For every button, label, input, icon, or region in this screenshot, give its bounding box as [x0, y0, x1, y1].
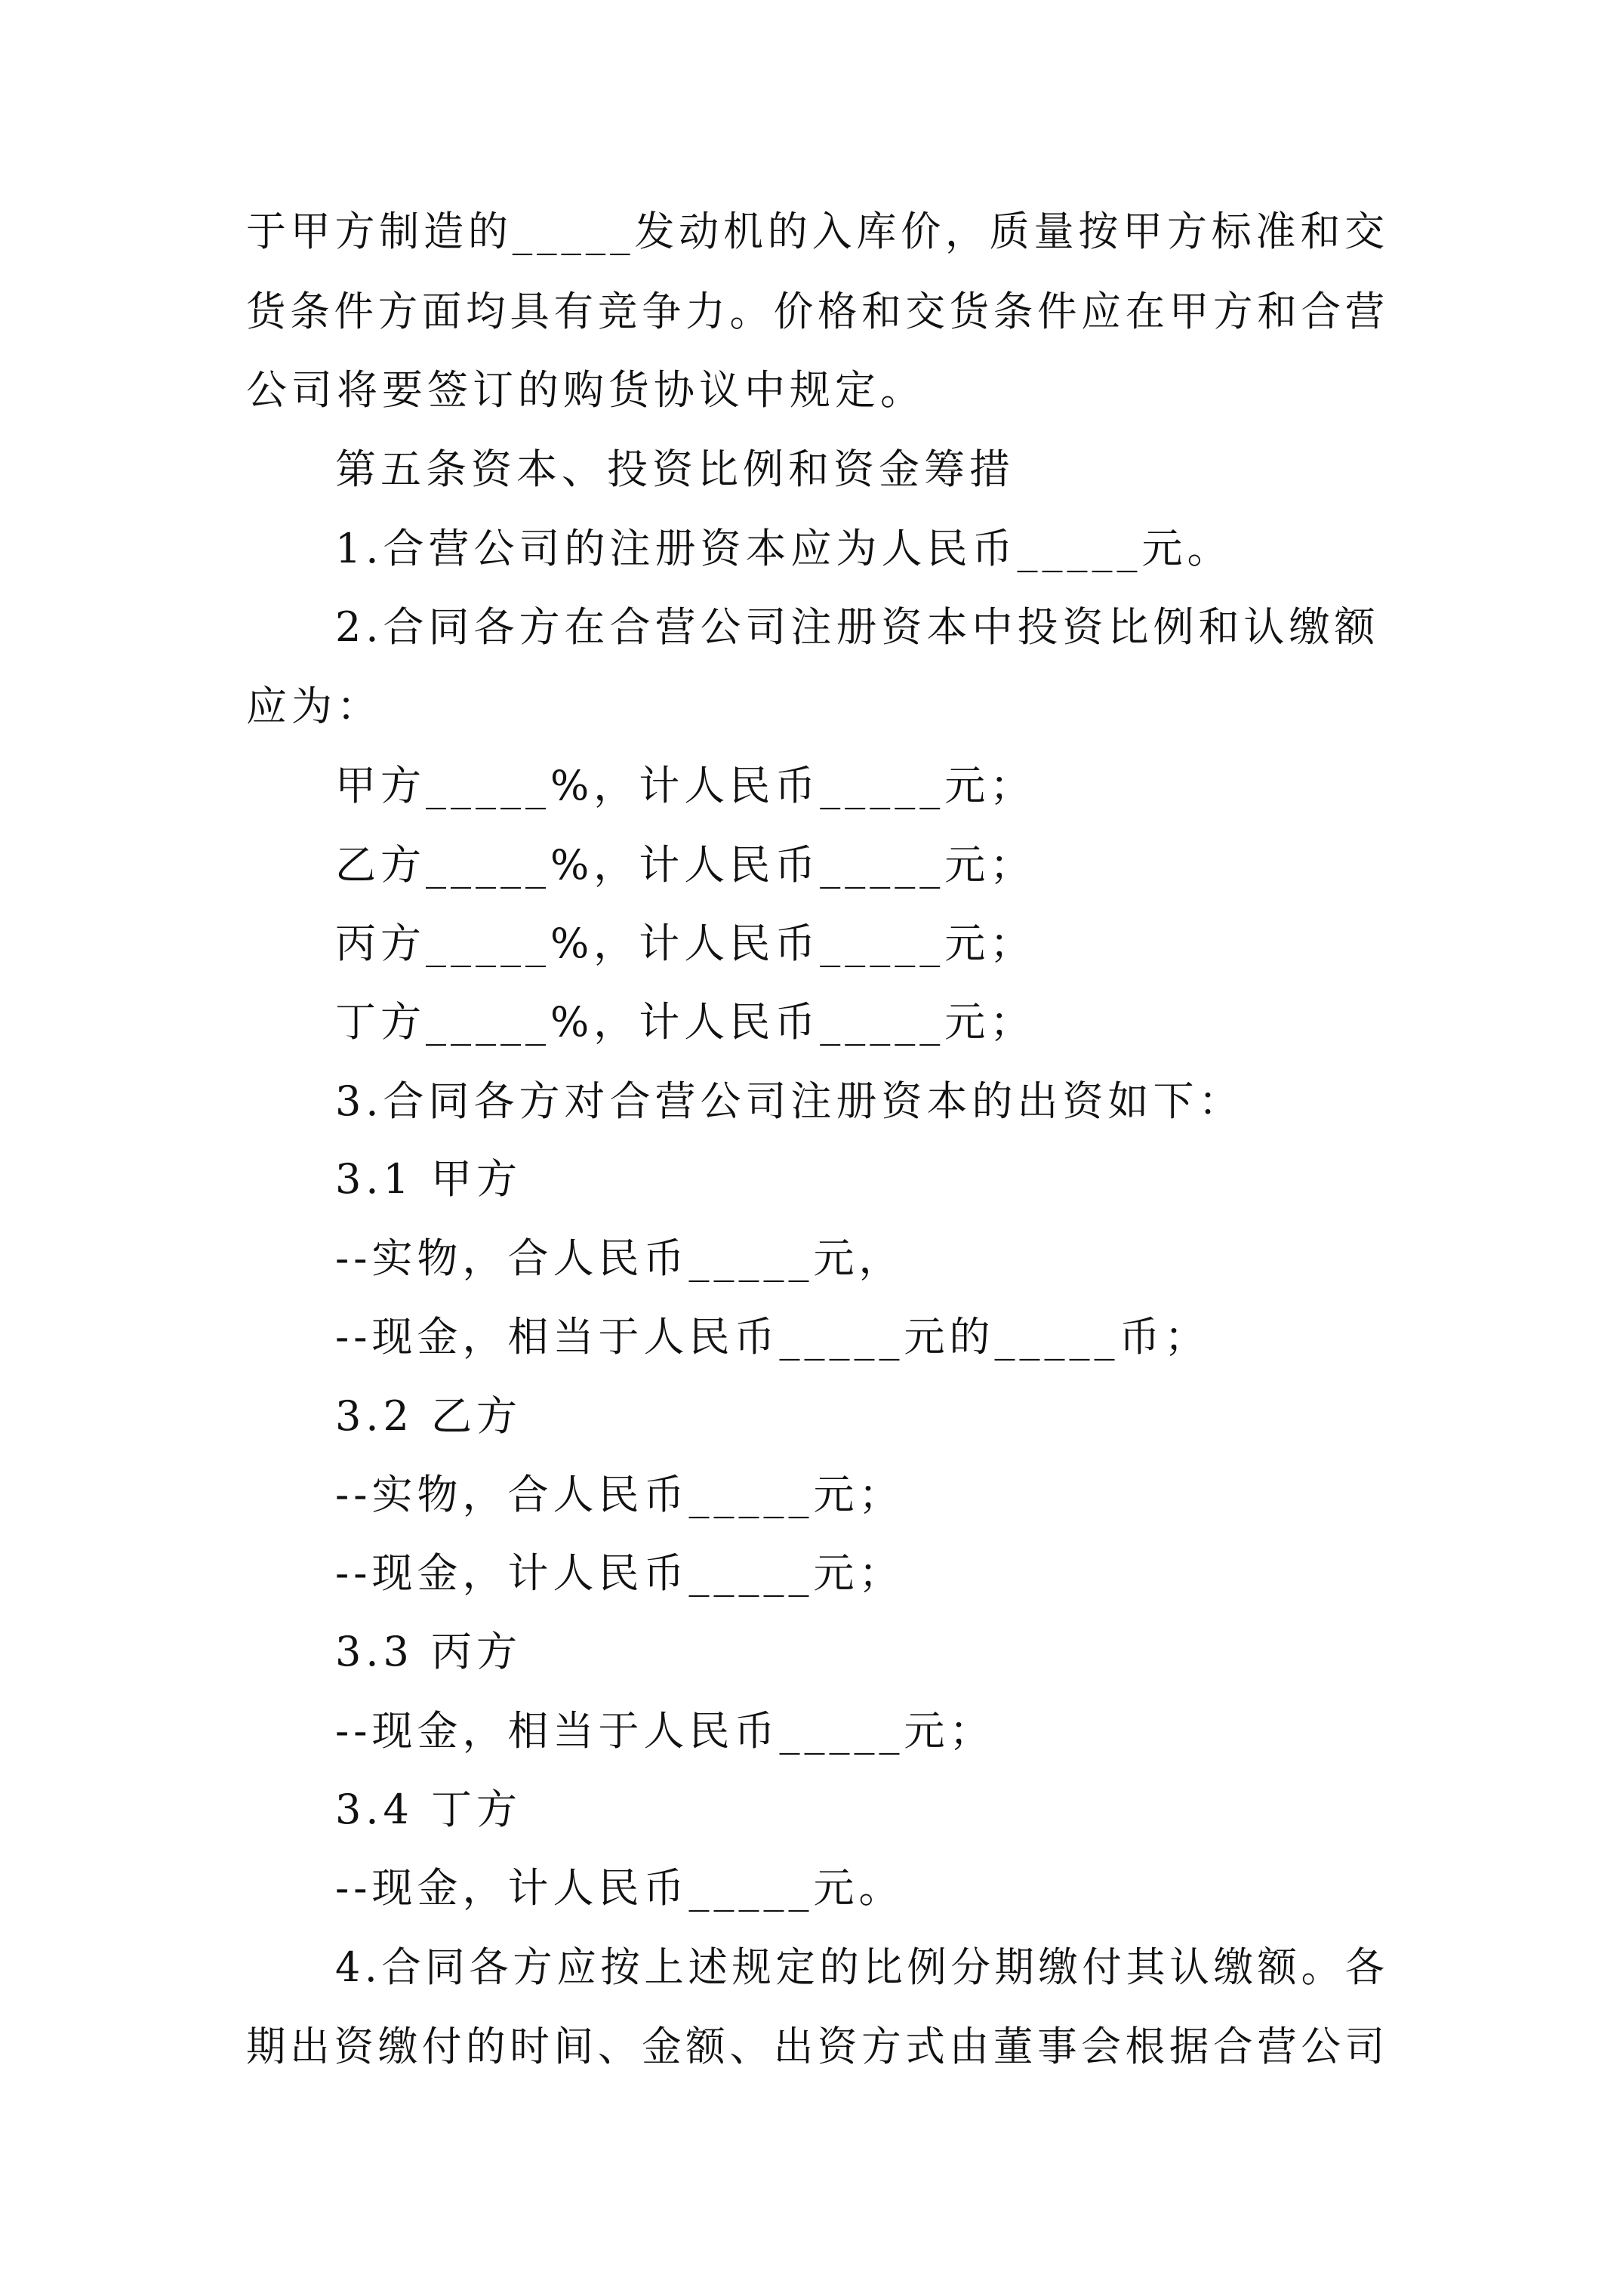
text-line: 公司将要签订的购货协议中规定。 [246, 366, 925, 414]
text-line: --现金，相当于人民币_____元； [335, 1707, 995, 1755]
text-line: 3.3 丙方 [335, 1628, 522, 1675]
text-line: 应为： [246, 683, 382, 730]
text-line: 乙方_____%，计人民币_____元； [335, 841, 1036, 889]
text-line: --实物，合人民币_____元， [335, 1234, 904, 1282]
text-line: 丁方_____%，计人民币_____元； [335, 998, 1036, 1046]
text-line: --实物，合人民币_____元； [335, 1471, 904, 1518]
text-line: 甲方_____%，计人民币_____元； [335, 762, 1036, 809]
text-line: 3.合同各方对合营公司注册资本的出资如下： [335, 1077, 1244, 1125]
text-line: 货条件方面均具有竞争力。价格和交货条件应在甲方和合营 [246, 288, 1389, 335]
text-line: 1.合营公司的注册资本应为人民币_____元。 [335, 525, 1233, 572]
section-heading: 第五条资本、投资比例和资金筹措 [335, 445, 1015, 493]
text-line: 2.合同各方在合营公司注册资本中投资比例和认缴额 [335, 603, 1380, 651]
text-line: 于甲方制造的_____发动机的入库价，质量按甲方标准和交 [246, 208, 1389, 255]
text-line: 3.2 乙方 [335, 1392, 522, 1440]
text-line: --现金，计人民币_____元。 [335, 1864, 904, 1912]
text-line: 期出资缴付的时间、金额、出资方式由董事会根据合营公司 [246, 2023, 1389, 2070]
text-line: --现金，相当于人民币_____元的_____币； [335, 1313, 1210, 1361]
text-line: 3.4 丁方 [335, 1786, 522, 1833]
text-line: 4.合同各方应按上述规定的比例分期缴付其认缴额。各 [335, 1943, 1389, 1991]
text-line: 3.1 甲方 [335, 1155, 522, 1203]
text-line: --现金，计人民币_____元； [335, 1549, 904, 1597]
text-line: 丙方_____%，计人民币_____元； [335, 920, 1036, 967]
